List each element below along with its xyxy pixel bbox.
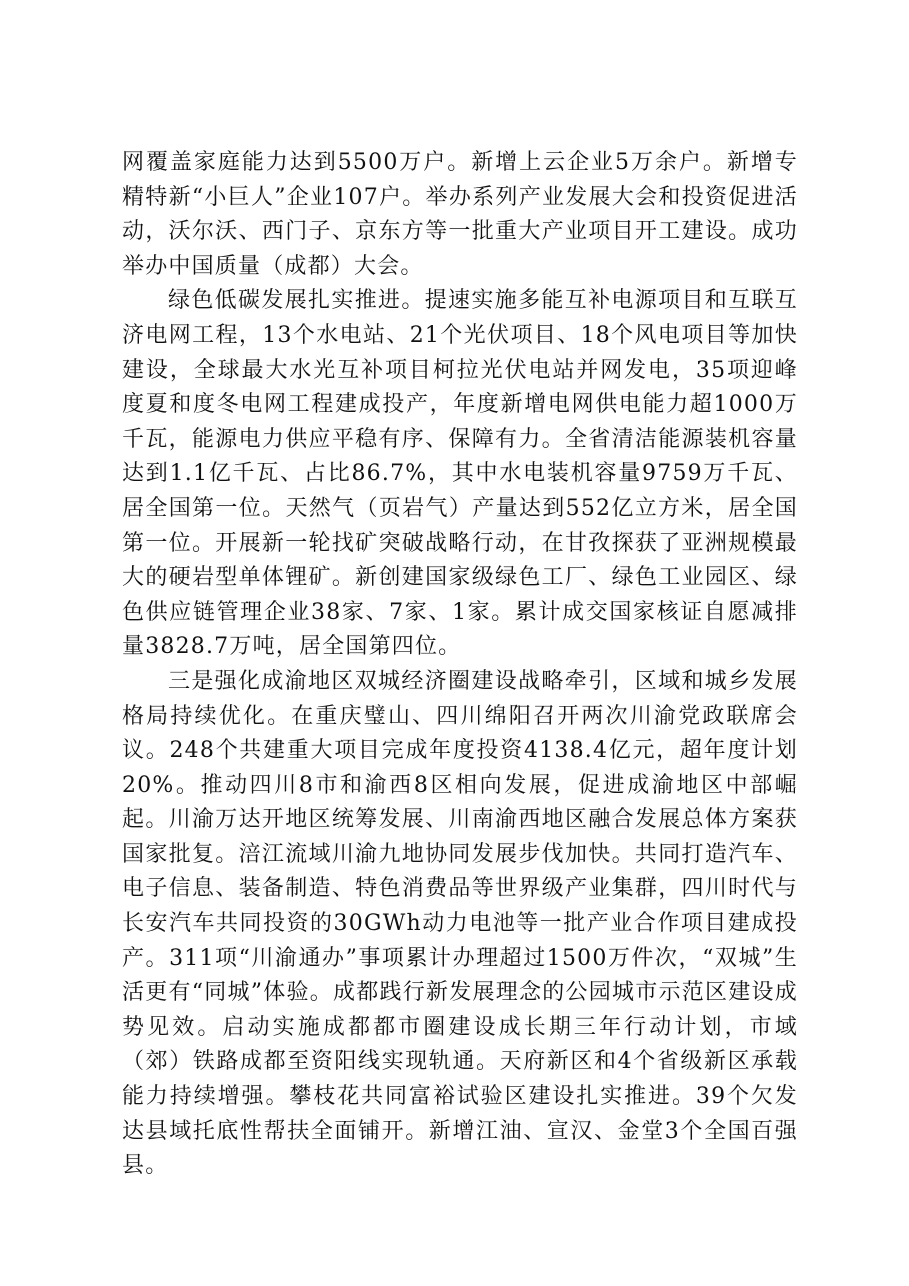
paragraph-continued: 网覆盖家庭能力达到5500万户。新增上云企业5万余户。新增专精特新“小巨人”企业107户。举办系列产业发展大会和投资促进活动，沃尔沃、西门子、京东方等一批重大产业项目开工建设。成功举办中国质量（成都）大会。 bbox=[122, 150, 798, 279]
document-body bbox=[122, 146, 798, 1184]
paragraph-chengyu-economic-circle: 三是强化成渝地区双城经济圈建设战略牵引，区域和城乡发展格局持续优化。在重庆璧山、四川绵阳召开两次川渝党政联席会议。248个共建重大项目完成年度投资4138.4亿元，超年度计划20%。推动四川8市和渝西8区相向发展，促进成渝地区中部崛起。川渝万达开地区统筹发展、川南渝西地区融合发展总体方案获国家批复。涪江流域川渝九地协同发展步伐加快。共同打造汽车、电子信息、装备制造、特色消费品等世界级产业集群，四川时代与长安汽车共同投资的30GWh动力电池等一批产业合作项目建成投产。311项“川渝通办”事项累计办理超过1500万件次，“双城”生活更有“同城”体验。成都践行新发展理念的公园城市示范区建设成势见效。启动实施成都都市圈建设成长期三年行动计划，市域（郊）铁路成都至资阳线实现轨通。天府新区和4个省级新区承载能力持续增强。攀枝花共同富裕试验区建设扎实推进。39个欠发达县域托底性帮扶全面铺开。新增江油、宣汉、金堂3个全国百强县。 bbox=[122, 668, 798, 1179]
paragraph-green-low-carbon: 绿色低碳发展扎实推进。提速实施多能互补电源项目和互联互济电网工程，13个水电站、21个光伏项目、18个风电项目等加快建设，全球最大水光互补项目柯拉光伏电站并网发电，35项迎峰度夏和度冬电网工程建成投产，年度新增电网供电能力超1000万千瓦，能源电力供应平稳有序、保障有力。全省清洁能源装机容量达到1.1亿千瓦、占比86.7%，其中水电装机容量9759万千瓦、居全国第一位。天然气（页岩气）产量达到552亿立方米，居全国第一位。开展新一轮找矿突破战略行动，在甘孜探获了亚洲规模最大的硬岩型单体锂矿。新创建国家级绿色工厂、绿色工业园区、绿色供应链管理企业38家、7家、1家。累计成交国家核证自愿减排量3828.7万吨，居全国第四位。 bbox=[122, 288, 798, 660]
